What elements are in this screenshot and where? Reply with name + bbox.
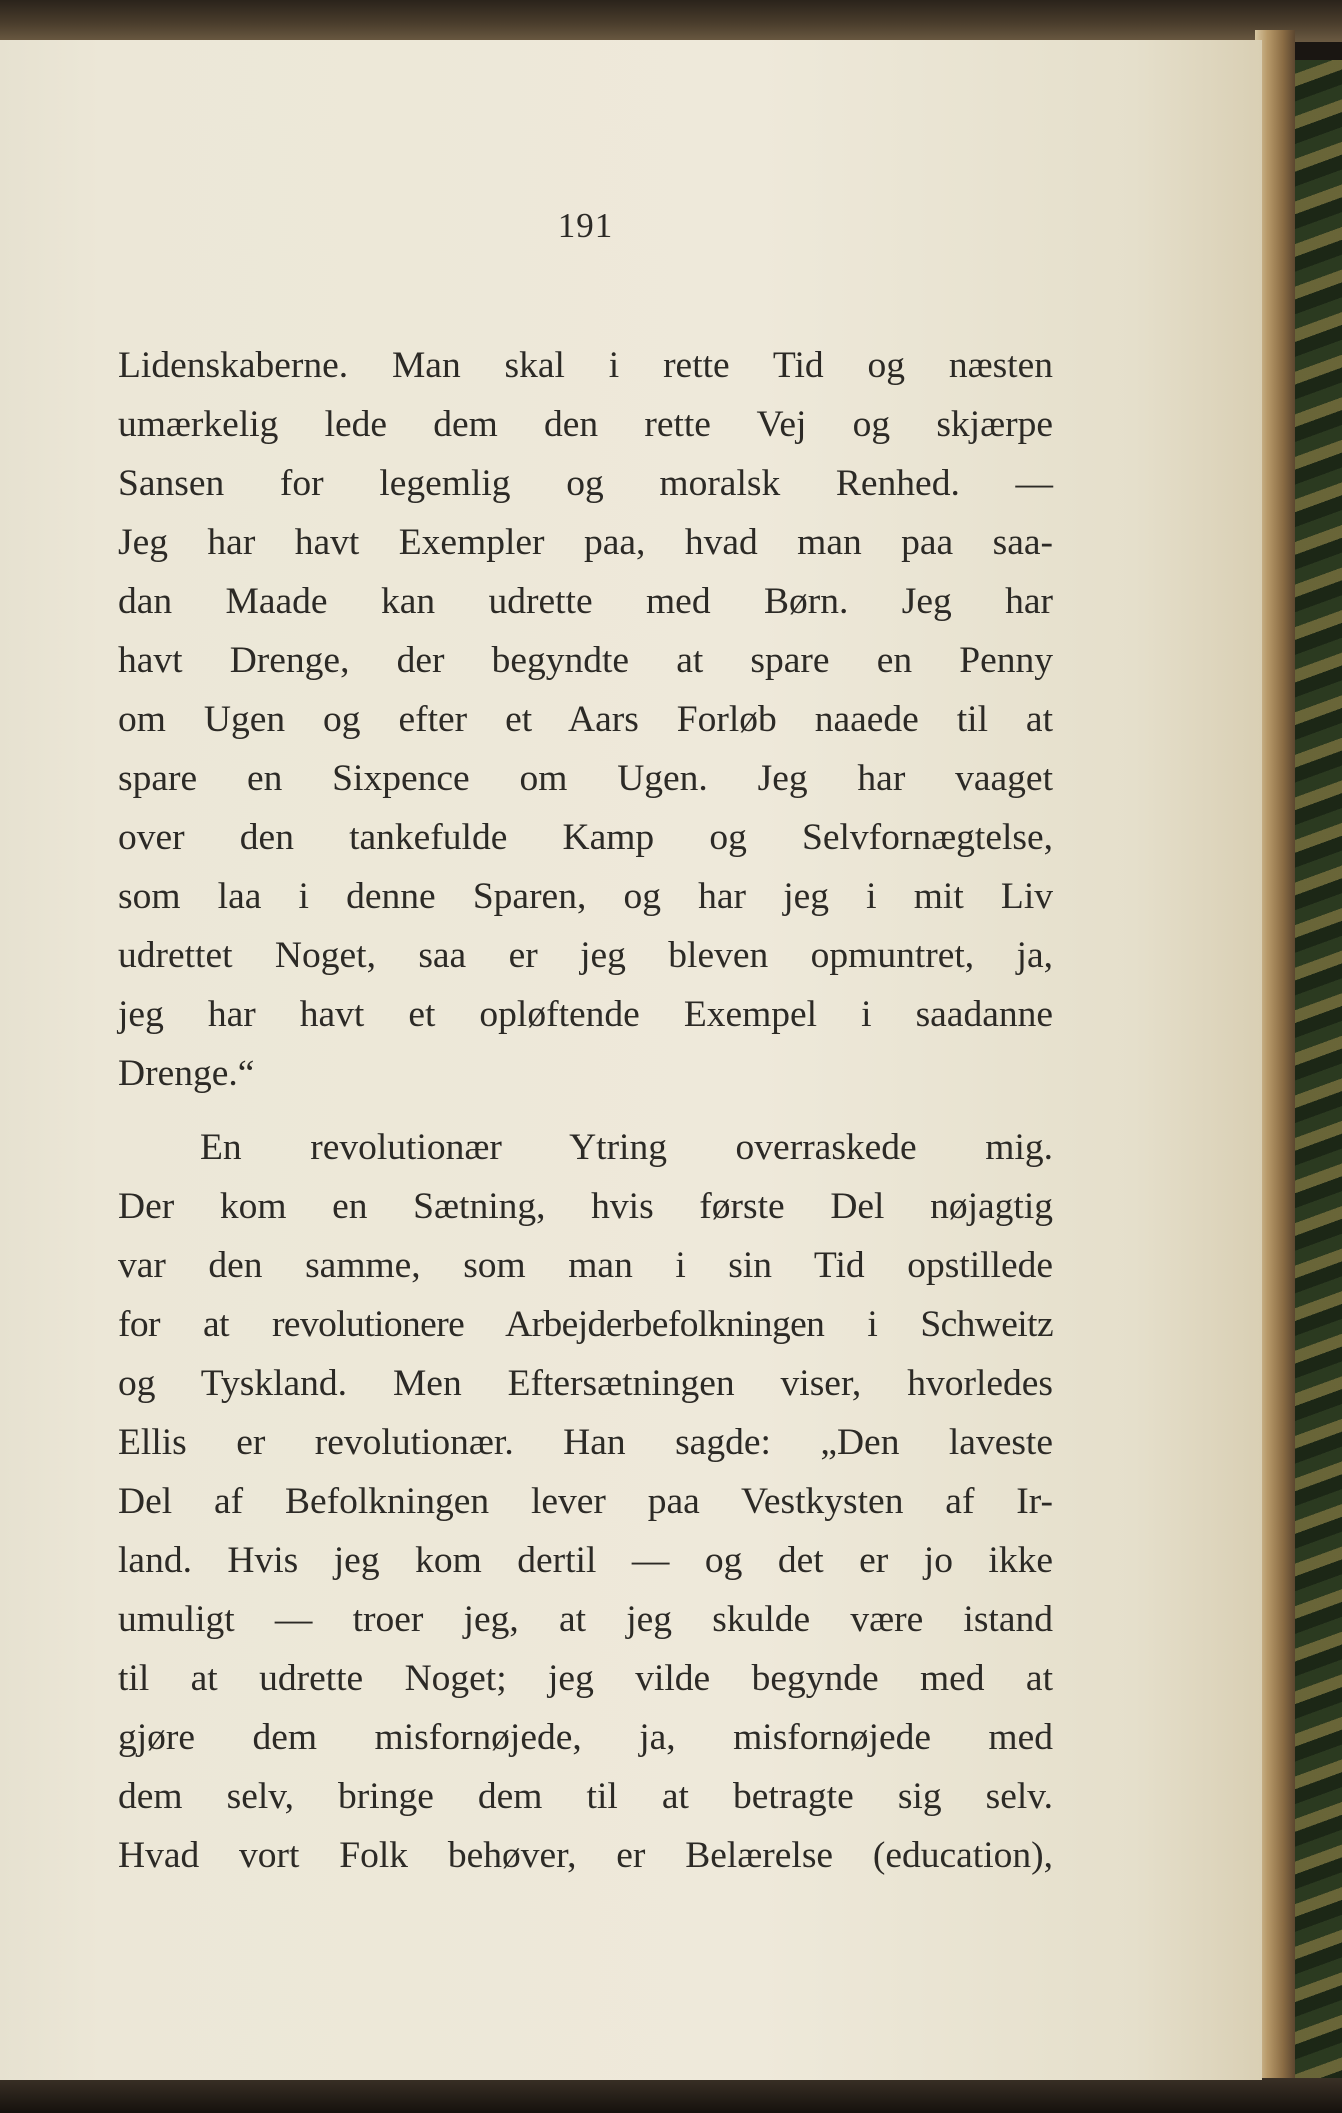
- text-line: havt Drenge, der begyndte at spare en Penny: [118, 640, 1053, 681]
- text-line: Del af Befolkningen lever paa Vestkysten af Ir-: [118, 1481, 1053, 1522]
- text-line: var den samme, som man i sin Tid opstillede: [118, 1245, 1053, 1286]
- text-line: land. Hvis jeg kom dertil — og det er jo ikke: [118, 1540, 1053, 1581]
- book-cover-marbled: [1292, 60, 1342, 2080]
- text-line: Hvad vort Folk behøver, er Belærelse (education),: [118, 1835, 1053, 1876]
- text-line: Jeg har havt Exempler paa, hvad man paa saa-: [118, 522, 1053, 563]
- text-line: om Ugen og efter et Aars Forløb naaede til at: [118, 699, 1053, 740]
- text-line: for at revolutionere Arbejderbefolkningen i Schweitz: [118, 1304, 1053, 1345]
- text-line: jeg har havt et opløftende Exempel i saadanne: [118, 994, 1053, 1035]
- text-line: til at udrette Noget; jeg vilde begynde med at: [118, 1658, 1053, 1699]
- text-line: dem selv, bringe dem til at betragte sig selv.: [118, 1776, 1053, 1817]
- page-number: 191: [557, 206, 614, 245]
- text-line: Der kom en Sætning, hvis første Del nøjagtig: [118, 1186, 1053, 1227]
- text-line: Sansen for legemlig og moralsk Renhed. —: [118, 463, 1053, 504]
- text-line: En revolutionær Ytring overraskede mig.: [200, 1127, 1053, 1168]
- book-bottom-edge: [0, 2078, 1342, 2113]
- text-line: Ellis er revolutionær. Han sagde: „Den laveste: [118, 1422, 1053, 1463]
- book-top-edge: [0, 0, 1342, 42]
- text-line: umærkelig lede dem den rette Vej og skjærpe: [118, 404, 1053, 445]
- book-page: [0, 40, 1262, 2080]
- text-line: Lidenskaberne. Man skal i rette Tid og næsten: [118, 345, 1053, 386]
- text-line: umuligt — troer jeg, at jeg skulde være istand: [118, 1599, 1053, 1640]
- text-line: som laa i denne Sparen, og har jeg i mit Liv: [118, 876, 1053, 917]
- text-line: over den tankefulde Kamp og Selvfornægtelse,: [118, 817, 1053, 858]
- text-line: og Tyskland. Men Eftersætningen viser, hvorledes: [118, 1363, 1053, 1404]
- text-line: gjøre dem misfornøjede, ja, misfornøjede med: [118, 1717, 1053, 1758]
- text-line: udrettet Noget, saa er jeg bleven opmuntret, ja,: [118, 935, 1053, 976]
- text-line: spare en Sixpence om Ugen. Jeg har vaaget: [118, 758, 1053, 799]
- text-line: dan Maade kan udrette med Børn. Jeg har: [118, 581, 1053, 622]
- text-line: Drenge.“: [118, 1053, 255, 1094]
